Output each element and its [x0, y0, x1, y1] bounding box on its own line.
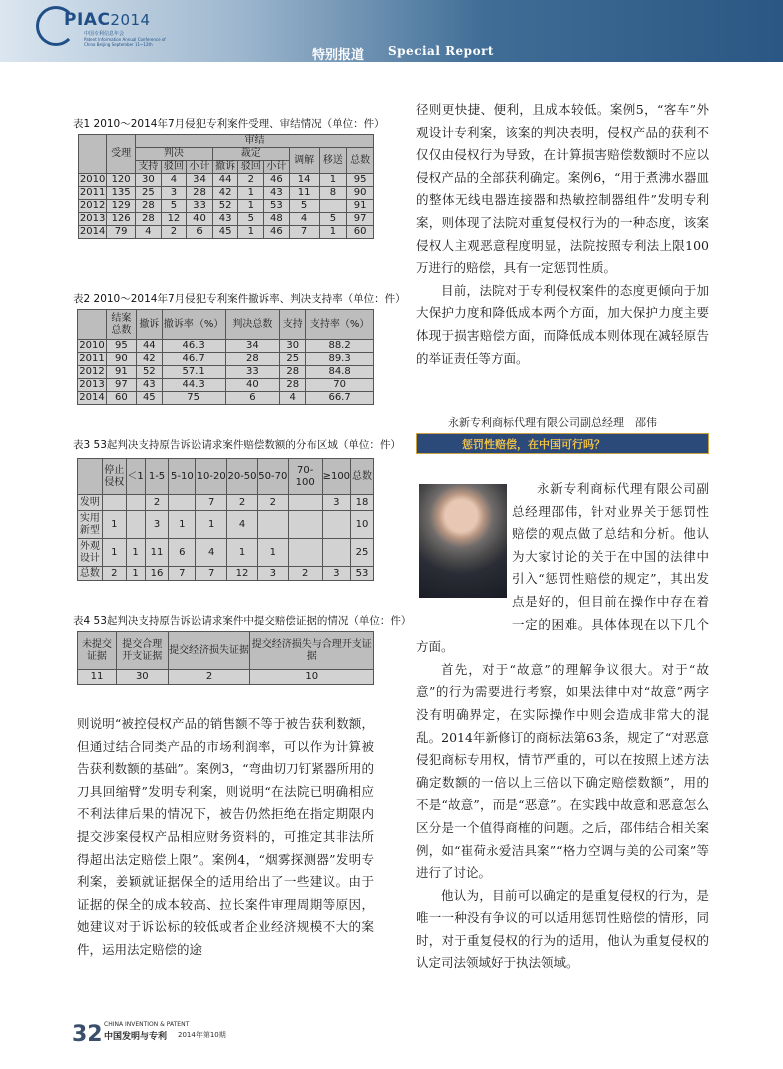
table1-cell: 135	[107, 187, 136, 200]
table4-header-cell: 提交经济损失证据	[168, 632, 250, 670]
table1-subheader: 支持	[136, 161, 162, 174]
table1-cell: 4	[161, 174, 187, 187]
table2-cell: 2014	[79, 392, 105, 403]
table3-cell: 1	[126, 567, 145, 581]
table4-header-cell: 提交合理 开支证据	[116, 632, 168, 670]
journal-name-cn: 中国发明与专利	[104, 1032, 168, 1042]
table3-header-cell: ≥100	[322, 459, 350, 495]
table3-cell: 2	[227, 495, 258, 511]
table1-cell: 43	[212, 213, 238, 226]
paragraph: 径则更快捷、便利，且成本较低。案例5，“客车”外观设计专利案，该案的判决表明，侵权产品的获利不仅仅由侵权行为导致，在计算损害赔偿数额时不应以侵权产品的全部获利确定。案例6，“用于煮沸水器皿的整体无线电器连接器和热敏控制器组件”发明专利案，则体现了法院对重复侵权行为的一种态度，该案侵权人主观恶意程度明显，法院按照专利法上限100万进行的赔偿，具有一定惩罚性质。	[416, 102, 709, 276]
table2-cell: 2013	[79, 379, 105, 390]
table3-cell: 实用 新型	[78, 511, 103, 539]
section-title-en: Special Report	[388, 44, 494, 58]
table3-cell: 3	[322, 567, 350, 581]
table3-header-cell: 1-5	[145, 459, 169, 495]
table2-row	[78, 379, 374, 392]
table3-cell: 6	[169, 539, 196, 567]
table3-header-cell: 总数	[351, 459, 374, 495]
table1-cell: 97	[347, 213, 374, 226]
table1-cell: 25	[136, 187, 162, 200]
right-column-bottom-text	[416, 478, 709, 975]
table2-caption: 表2 2010～2014年7月侵犯专利案件撤诉率、判决支持率（单位：件）	[73, 293, 406, 305]
table1-cell	[319, 200, 347, 213]
table4	[77, 631, 374, 685]
section-title-cn: 特别报道	[312, 48, 365, 63]
table1-cell: 2011	[79, 187, 106, 198]
table1-cell: 5	[161, 200, 187, 213]
table3-cell: 2	[288, 567, 322, 581]
table2-cell: 28	[280, 366, 306, 379]
table1-cell: 34	[187, 174, 213, 187]
table1-cell: 90	[347, 187, 374, 200]
table1-cell: 2013	[79, 213, 106, 224]
table1-cell: 8	[319, 187, 347, 200]
table2-cell: 70	[306, 379, 374, 392]
table2-header-cell: 撤诉	[136, 310, 162, 340]
table1-header-judgment: 判决	[136, 148, 213, 161]
table1-cell: 95	[347, 174, 374, 187]
left-column-text	[77, 713, 374, 962]
table2-cell: 46.7	[162, 353, 225, 366]
table3-cell	[126, 495, 145, 511]
table1-cell: 2014	[79, 226, 106, 237]
table1-subheader: 驳回	[238, 161, 264, 174]
table3-cell: 18	[351, 495, 374, 511]
table3-header-cell: ＜1	[126, 459, 145, 495]
page-number: 32	[72, 1022, 103, 1047]
journal-name-en: CHINA INVENTION & PATENT	[104, 1021, 190, 1028]
table2-row	[78, 392, 374, 405]
table1-cell: 1	[319, 226, 347, 239]
table3-cell	[288, 539, 322, 567]
table1-cell: 129	[107, 200, 136, 213]
table1-cell: 2	[161, 226, 187, 239]
table4-row	[78, 670, 374, 685]
table1-cell: 4	[136, 226, 162, 239]
table2-cell: 66.7	[306, 392, 374, 405]
table3-cell	[288, 511, 322, 539]
table3-cell: 3	[257, 567, 288, 581]
table1-cell: 40	[187, 213, 213, 226]
table1-cell: 28	[136, 213, 162, 226]
table2-row	[78, 340, 374, 353]
table3-cell: 总数	[78, 567, 103, 581]
table2-cell: 40	[225, 379, 280, 392]
subtitle-banner-text: 惩罚性赔偿，在中国可行吗？	[462, 438, 605, 451]
table3-cell: 4	[196, 539, 227, 567]
table2-cell: 25	[280, 353, 306, 366]
right-column-top-text	[416, 99, 709, 370]
table2-cell: 44.3	[162, 379, 225, 392]
table3-cell: 3	[145, 511, 169, 539]
table2-row	[78, 353, 374, 366]
table2-cell: 6	[225, 392, 280, 405]
table2-cell: 60	[106, 392, 136, 405]
table3-row	[78, 567, 374, 581]
author-line: 永新专利商标代理有限公司副总经理 邵伟	[448, 416, 657, 429]
table1-row	[79, 226, 374, 239]
table3-header-cell: 50-70	[257, 459, 288, 495]
table3-row	[78, 511, 374, 539]
paragraph: 永新专利商标代理有限公司副总经理邵伟，针对业界关于惩罚性赔偿的观点做了总结和分析。他认为大家讨论的关于在中国的法律中引入“惩罚性赔偿的规定”，其出发点是好的，但目前在操作中存在着一定的困难。具体体现在以下几个方面。	[416, 481, 709, 655]
table1-cell: 30	[136, 174, 162, 187]
table3-header-row	[78, 459, 374, 495]
table2-cell: 28	[280, 379, 306, 392]
table1-row	[79, 174, 374, 187]
table1-subheader: 驳回	[161, 161, 187, 174]
table1-cell: 52	[212, 200, 238, 213]
table2-cell: 45	[136, 392, 162, 405]
table2-cell: 84.8	[306, 366, 374, 379]
table3-header-cell: 20-50	[227, 459, 258, 495]
table1-caption: 表1 2010～2014年7月侵犯专利案件受理、审结情况（单位：件）	[73, 118, 385, 130]
table3-header-cell: 70-100	[288, 459, 322, 495]
table3-header-cell: 10-20	[196, 459, 227, 495]
table1-cell: 2	[238, 174, 264, 187]
table4-cell: 30	[116, 670, 168, 685]
logo-chinese: 中国专利信息年会	[84, 31, 125, 37]
table2-cell: 57.1	[162, 366, 225, 379]
journal-issue: 2014年第10期	[178, 1031, 226, 1039]
table1-cell: 1	[238, 200, 264, 213]
table3-cell: 7	[196, 567, 227, 581]
table2-cell: 89.3	[306, 353, 374, 366]
table2-header-cell: 支持率（%）	[306, 310, 374, 340]
table4-header-cell: 未提交 证据	[78, 632, 117, 670]
table2-header-row	[78, 310, 374, 340]
table3-cell: 发明	[78, 495, 103, 511]
table1-cell: 1	[238, 187, 264, 200]
table1-cell: 46	[264, 226, 290, 239]
table3-cell: 12	[227, 567, 258, 581]
table3-caption: 表3 53起判决支持原告诉讼请求案件赔偿数额的分布区域（单位：件）	[73, 439, 401, 451]
table2-cell: 44	[136, 340, 162, 353]
table2-cell: 97	[106, 379, 136, 392]
table1-cell: 5	[319, 213, 347, 226]
table4-cell: 11	[78, 670, 117, 685]
table1-header-mediation: 调解	[289, 148, 319, 174]
table1-cell: 48	[264, 213, 290, 226]
table1-header-transfer: 移送	[319, 148, 347, 174]
table2-cell: 28	[225, 353, 280, 366]
table3-cell: 7	[169, 567, 196, 581]
table1-cell: 5	[238, 213, 264, 226]
table2-cell: 88.2	[306, 340, 374, 353]
table2-header-cell: 撤诉率（%）	[162, 310, 225, 340]
table3-cell	[288, 495, 322, 511]
table3-row	[78, 495, 374, 511]
table1-header-total: 总数	[347, 148, 374, 174]
table3-cell	[322, 511, 350, 539]
table1-cell: 1	[238, 226, 264, 239]
table3-cell: 1	[227, 539, 258, 567]
table3-header-cell: 停止 侵权	[102, 459, 126, 495]
table3-cell: 1	[102, 539, 126, 567]
table1-header-ruling: 裁定	[212, 148, 289, 161]
table1-cell: 7	[289, 226, 319, 239]
table4-cell: 2	[168, 670, 250, 685]
photo-float-spacer	[416, 478, 512, 628]
table1-cell: 28	[136, 200, 162, 213]
table2-cell: 46.3	[162, 340, 225, 353]
table1-subheader: 撤诉	[212, 161, 238, 174]
table3-cell: 1	[169, 511, 196, 539]
table3-cell: 外观 设计	[78, 539, 103, 567]
table3-cell: 7	[196, 495, 227, 511]
table1-subheader: 小计	[187, 161, 213, 174]
table1-cell: 2012	[79, 200, 106, 211]
table1-header-accept: 受理	[107, 135, 136, 174]
table3-cell: 25	[351, 539, 374, 567]
table1-cell: 45	[212, 226, 238, 239]
table2-cell: 33	[225, 366, 280, 379]
table2	[77, 309, 374, 405]
table3-cell: 3	[322, 495, 350, 511]
table1-cell: 14	[289, 174, 319, 187]
table1-row	[79, 213, 374, 226]
table1-corner	[79, 135, 107, 174]
table1-cell: 53	[264, 200, 290, 213]
table2-cell: 90	[106, 353, 136, 366]
table4-cell: 10	[250, 670, 374, 685]
paragraph: 目前，法院对于专利侵权案件的态度更倾向于加大保护力度和降低成本两个方面，加大保护力度主要体现于损害赔偿方面，而降低成本则体现在减轻原告的举证责任等方面。	[416, 282, 709, 366]
table2-cell: 2011	[79, 353, 105, 364]
table2-header-cell: 支持	[280, 310, 306, 340]
table3-cell: 1	[196, 511, 227, 539]
table3-cell: 1	[102, 511, 126, 539]
paragraph: 首先，对于“故意”的理解争议很大。对于“故意”的行为需要进行考察，如果法律中对“故意”两字没有明确界定，在实际操作中则会造成非常大的混乱。2014年新修订的商标法第63条，规定了“对恶意侵犯商标专用权，情节严重的，可以在按照上述方法确定数额的一倍以上三倍以下确定赔偿数额”，用的不是“故意”，而是“恶意”。在实践中故意和恶意怎么区分是一个值得商榷的问题。之后，邵伟结合相关案例，如“崔荷永爱洁具案”“格力空调与美的公司案”等进行了讨论。	[416, 661, 709, 881]
table3-cell: 4	[227, 511, 258, 539]
table2-header-cell: 判决总数	[225, 310, 280, 340]
table2-cell: 42	[136, 353, 162, 366]
table1-cell: 11	[289, 187, 319, 200]
table3-row	[78, 539, 374, 567]
table3-cell: 1	[126, 539, 145, 567]
piac-logo: PIAC2014	[64, 10, 151, 30]
table3-cell: 11	[145, 539, 169, 567]
table1-cell: 42	[212, 187, 238, 200]
table3	[77, 458, 374, 581]
table3-cell: 10	[351, 511, 374, 539]
table1-cell: 12	[161, 213, 187, 226]
table2-cell: 91	[106, 366, 136, 379]
table3-cell	[257, 511, 288, 539]
table3-cell: 16	[145, 567, 169, 581]
table2-row	[78, 366, 374, 379]
table1-cell: 120	[107, 174, 136, 187]
table2-cell: 2012	[79, 366, 105, 377]
table2-cell: 2010	[79, 340, 105, 351]
table3-header-cell	[78, 459, 103, 495]
table3-cell	[322, 539, 350, 567]
table1-cell: 43	[264, 187, 290, 200]
table4-caption: 表4 53起判决支持原告诉讼请求案件中提交赔偿证据的情况（单位：件）	[73, 615, 412, 627]
table3-cell: 53	[351, 567, 374, 581]
table1-cell: 2010	[79, 174, 106, 185]
table1-cell: 79	[107, 226, 136, 239]
table1-cell: 28	[187, 187, 213, 200]
table2-cell: 52	[136, 366, 162, 379]
table3-header-cell: 5-10	[169, 459, 196, 495]
table2-header-cell	[78, 310, 107, 340]
table1-header-closed: 审结	[136, 135, 374, 148]
table3-cell	[169, 495, 196, 511]
table1-cell: 1	[319, 174, 347, 187]
table1-row	[79, 200, 374, 213]
table1-cell: 46	[264, 174, 290, 187]
table3-cell: 2	[145, 495, 169, 511]
table1-cell: 4	[289, 213, 319, 226]
logo-english: Patent Information Annual Conference of China Beijing September 11~12th	[84, 37, 166, 47]
table1-cell: 126	[107, 213, 136, 226]
table3-cell	[126, 511, 145, 539]
table1-cell: 33	[187, 200, 213, 213]
table2-cell: 95	[106, 340, 136, 353]
paragraph: 则说明“被控侵权产品的销售额不等于被告获利数额，但通过结合同类产品的市场利润率，可以作为计算被告获利数额的基础”。案例3，“弯曲切刀钉紧器所用的刀具回缩臂”发明专利案，则说明“在法院已明确相应不利法律后果的情况下，被告仍然拒绝在指定期限内提交涉案侵权产品相应财务资料的，可推定其非法所得超出法定赔偿上限”。案例4，“烟雾探测器”发明专利案，姜颖就证据保全的适用给出了一些建议。由于证据的保全的成本较高、拉长案件审理周期等原因，她建议对于诉讼标的较低或者企业经济规模不大的案件，运用法定赔偿的途	[77, 716, 374, 957]
table1-cell: 3	[161, 187, 187, 200]
table3-cell: 1	[257, 539, 288, 567]
table1-row	[79, 187, 374, 200]
table2-cell: 34	[225, 340, 280, 353]
paragraph: 他认为，目前可以确定的是重复侵权的行为，是唯一一种没有争议的可以适用惩罚性赔偿的情形，同时，对于重复侵权的行为的适用，他认为重复侵权的认定司法领域好于执法领域。	[416, 887, 709, 971]
table1-subheader: 小计	[264, 161, 290, 174]
table1-cell: 91	[347, 200, 374, 213]
table1-cell: 44	[212, 174, 238, 187]
table1-cell: 6	[187, 226, 213, 239]
table2-cell: 43	[136, 379, 162, 392]
table1-cell: 60	[347, 226, 374, 239]
table2-cell: 30	[280, 340, 306, 353]
table3-cell: 2	[102, 567, 126, 581]
table2-cell: 4	[280, 392, 306, 405]
table4-header-cell: 提交经济损失与合理开支证据	[250, 632, 374, 670]
table3-cell: 2	[257, 495, 288, 511]
table1-cell: 5	[289, 200, 319, 213]
table4-header-row	[78, 632, 374, 670]
table2-header-cell: 结案 总数	[106, 310, 136, 340]
table2-cell: 75	[162, 392, 225, 405]
table3-cell	[102, 495, 126, 511]
table1	[78, 134, 374, 239]
